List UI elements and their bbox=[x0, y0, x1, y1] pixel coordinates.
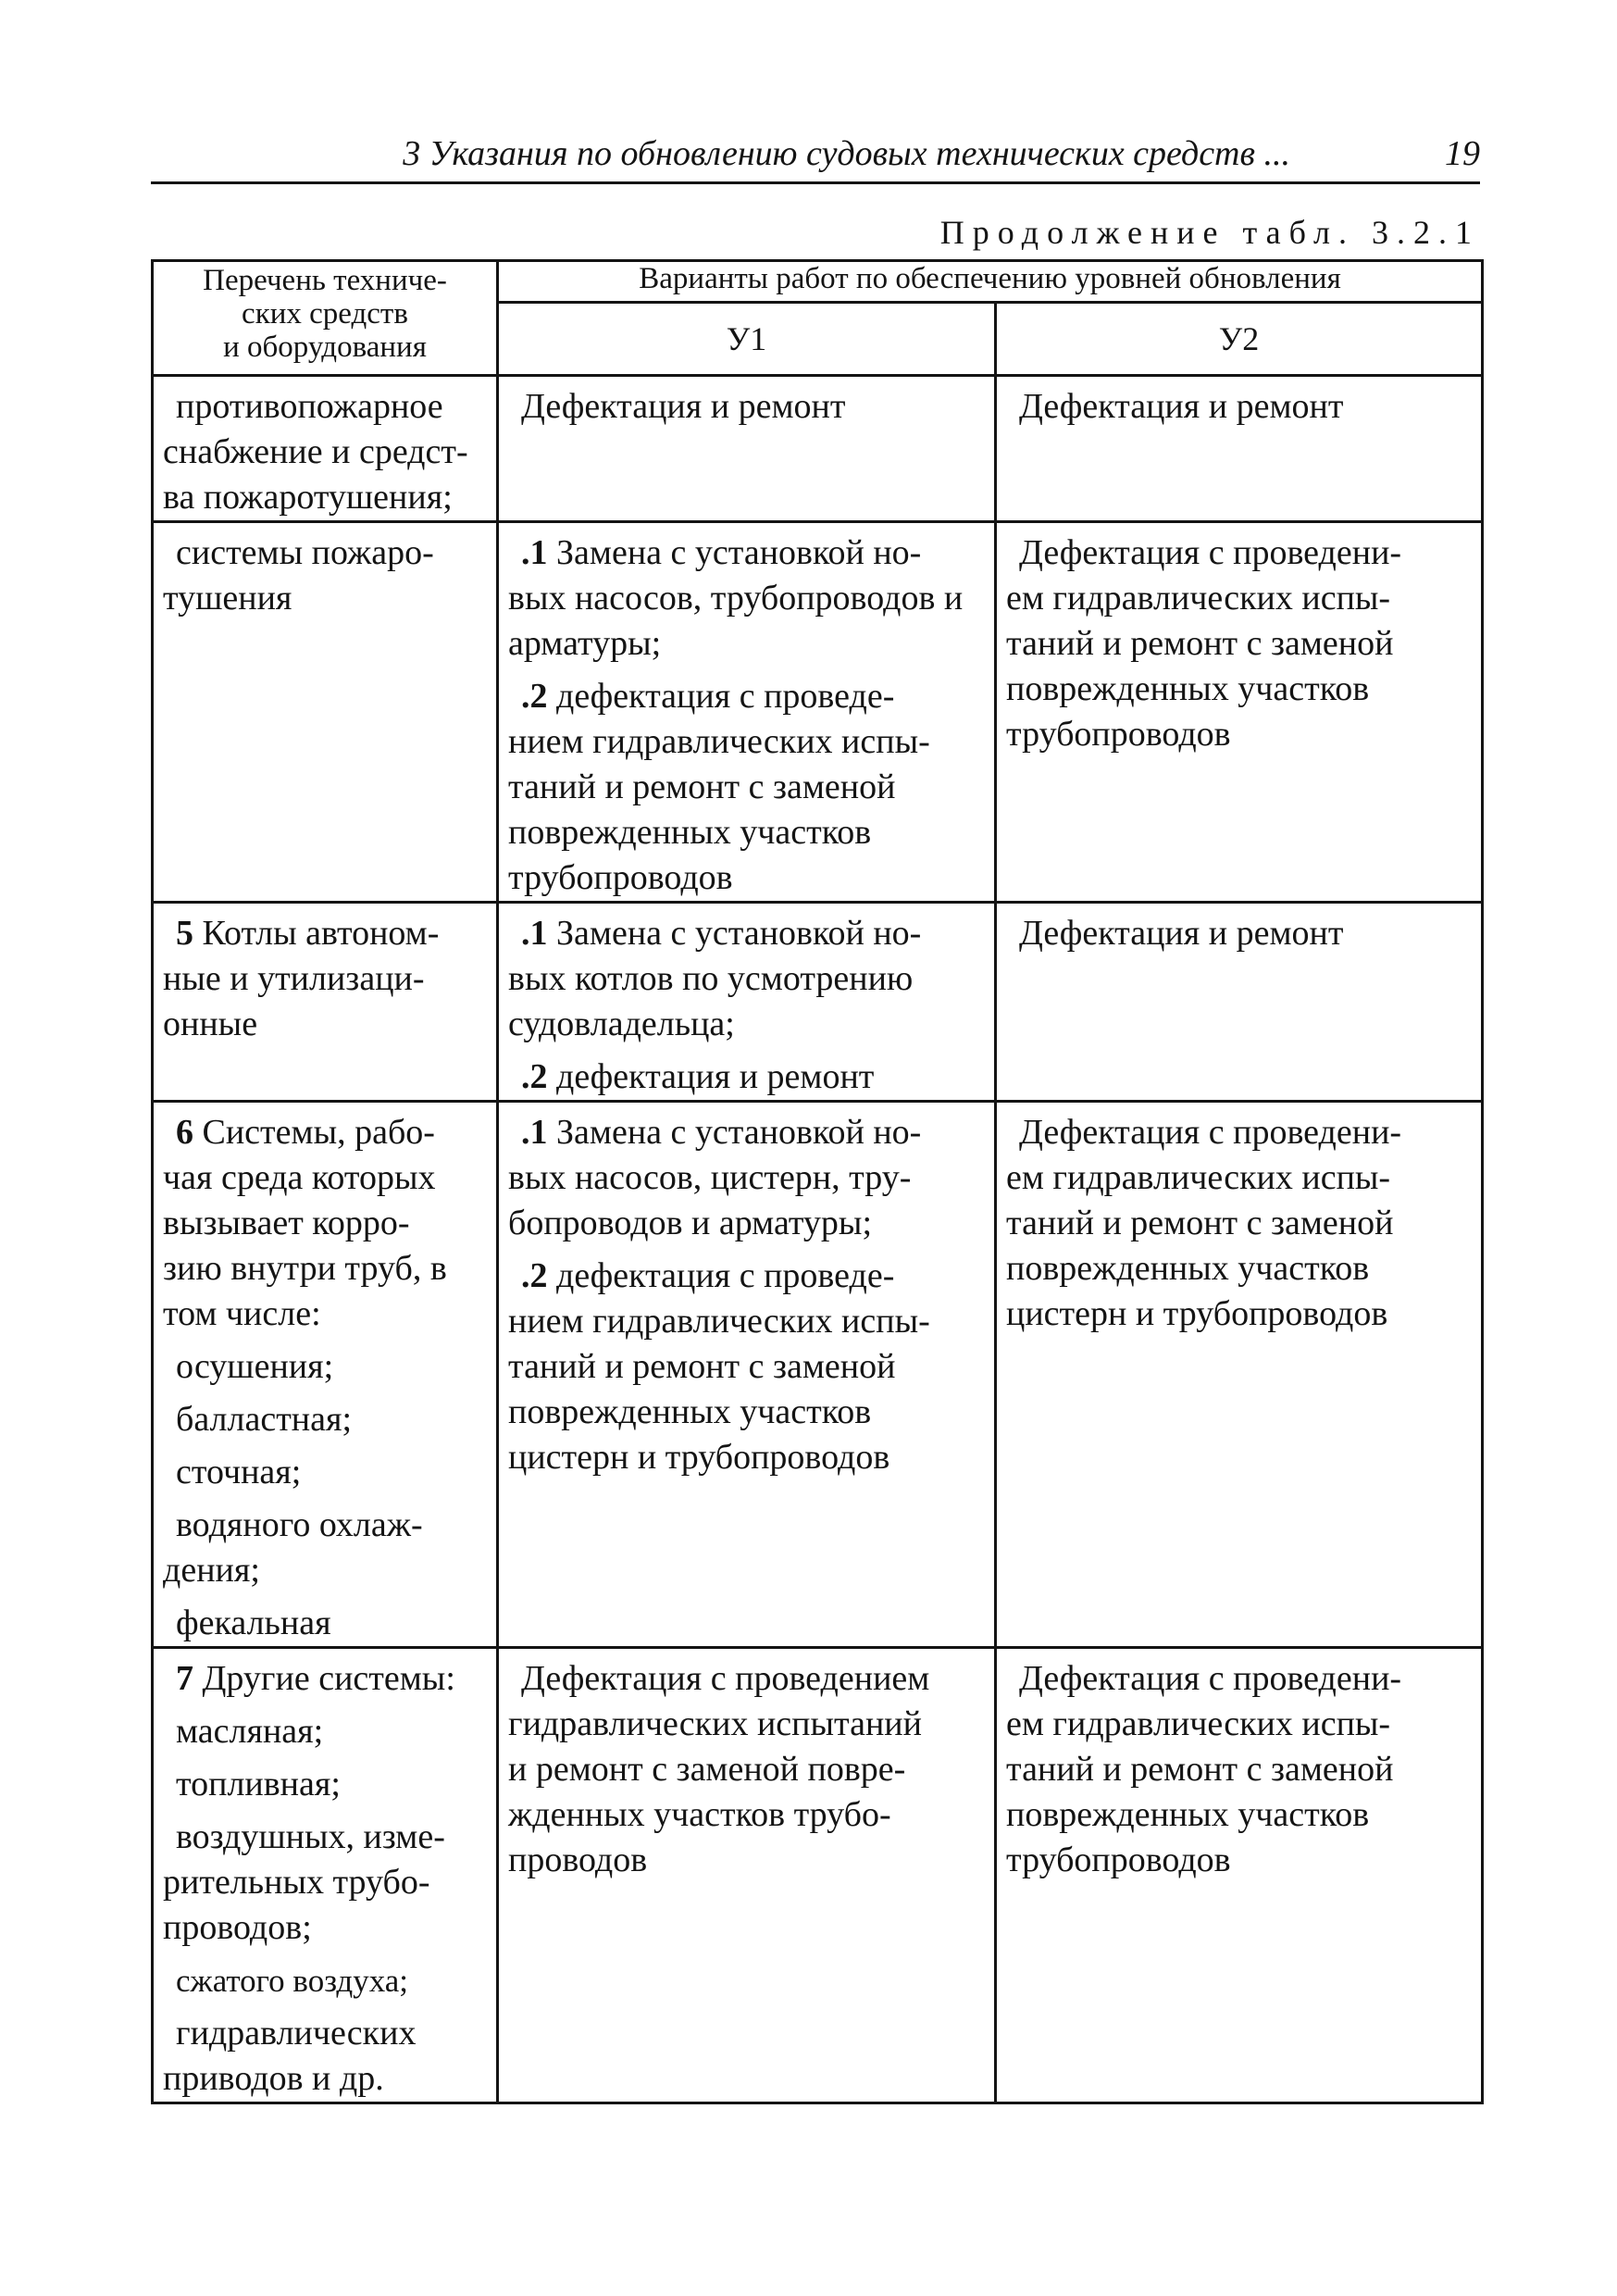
work-item bbox=[508, 530, 985, 667]
work-line: нием гидравлических испы- bbox=[508, 722, 930, 761]
equipment-paragraph bbox=[163, 1815, 487, 1951]
equipment-line: зию внутри труб, в bbox=[163, 1249, 447, 1288]
header-line: и оборудования bbox=[223, 331, 427, 364]
equipment-line: снабжение и средст- bbox=[163, 432, 468, 471]
work-text: дефектация с проведе- bbox=[547, 677, 895, 716]
work-item bbox=[508, 384, 985, 430]
work-line: вых котлов по усмотрению bbox=[508, 959, 914, 998]
work-line: таний и ремонт с заменой bbox=[1006, 1750, 1394, 1789]
table-body bbox=[153, 376, 1483, 2103]
equipment-line: том числе: bbox=[163, 1294, 321, 1333]
work-line: цистерн и трубопроводов bbox=[1006, 1294, 1388, 1333]
table-row bbox=[153, 522, 1483, 903]
equipment-line: дения; bbox=[163, 1551, 260, 1590]
work-line: нием гидравлических испы- bbox=[508, 1302, 930, 1341]
level-u1-cell bbox=[498, 903, 996, 1102]
equipment-paragraph bbox=[163, 1762, 487, 1807]
work-text: дефектация с проведе- bbox=[547, 1256, 895, 1295]
work-item bbox=[508, 911, 985, 1047]
work-line: вых насосов, трубопроводов и bbox=[508, 579, 964, 618]
renovation-table bbox=[151, 259, 1484, 2104]
work-line: поврежденных участков bbox=[508, 813, 872, 852]
table-row bbox=[153, 1102, 1483, 1648]
work-line: поврежденных участков bbox=[1006, 1249, 1370, 1288]
work-line bbox=[508, 1110, 985, 1155]
equipment-paragraph bbox=[163, 1656, 487, 1702]
equipment-line: осушения; bbox=[176, 1347, 334, 1386]
equipment-line: системы пожаро- bbox=[176, 533, 434, 572]
equipment-paragraph bbox=[163, 530, 487, 621]
table-header-row bbox=[153, 261, 1483, 303]
work-line: и ремонт с заменой повре- bbox=[508, 1750, 906, 1789]
work-text: Замена с установкой но- bbox=[547, 914, 922, 953]
work-line: трубопроводов bbox=[1006, 1841, 1231, 1879]
item-number: .2 bbox=[521, 677, 548, 716]
work-line: Дефектация и ремонт bbox=[1019, 914, 1344, 953]
work-line: поврежденных участков bbox=[1006, 1795, 1370, 1834]
header-line: ских средств bbox=[242, 297, 408, 331]
work-item bbox=[508, 1054, 985, 1100]
work-line: бопроводов и арматуры; bbox=[508, 1204, 873, 1242]
equipment-paragraph bbox=[163, 2011, 487, 2102]
work-line: вых насосов, цистерн, тру- bbox=[508, 1158, 912, 1197]
work-line bbox=[508, 674, 985, 719]
work-line: таний и ремонт с заменой bbox=[508, 1347, 896, 1386]
header-level-u2: У2 bbox=[996, 303, 1483, 376]
equipment-cell bbox=[153, 903, 498, 1102]
work-line: ем гидравлических испы- bbox=[1006, 1158, 1391, 1197]
equipment-line: гидравлических bbox=[176, 2014, 417, 2053]
equipment-text: Другие системы: bbox=[193, 1659, 455, 1698]
work-item bbox=[508, 1254, 985, 1480]
work-line bbox=[508, 1254, 985, 1299]
work-text: дефектация и ремонт bbox=[547, 1057, 875, 1096]
level-u2-cell bbox=[996, 522, 1483, 903]
page-number: 19 bbox=[1445, 134, 1480, 173]
work-item bbox=[508, 674, 985, 901]
work-line: Дефектация и ремонт bbox=[521, 387, 846, 426]
equipment-paragraph bbox=[163, 1450, 487, 1495]
work-line: трубопроводов bbox=[508, 858, 733, 897]
equipment-paragraph bbox=[163, 1601, 487, 1646]
equipment-line: чая среда которых bbox=[163, 1158, 436, 1197]
table-row bbox=[153, 1648, 1483, 2103]
work-line: таний и ремонт с заменой bbox=[508, 767, 896, 806]
equipment-paragraph bbox=[163, 384, 487, 520]
item-number: 5 bbox=[176, 914, 193, 953]
equipment-paragraph bbox=[163, 1709, 487, 1754]
equipment-cell bbox=[153, 1102, 498, 1648]
equipment-line bbox=[163, 911, 487, 956]
equipment-line: приводов и др. bbox=[163, 2059, 384, 2098]
equipment-cell bbox=[153, 376, 498, 522]
work-item bbox=[508, 1656, 985, 1883]
work-line: Дефектация с проведени- bbox=[1019, 1113, 1402, 1152]
item-number: .1 bbox=[521, 914, 548, 953]
header-line: Перечень техниче- bbox=[203, 264, 447, 297]
running-header bbox=[151, 130, 1480, 184]
equipment-line: масляная; bbox=[176, 1712, 324, 1751]
work-line bbox=[508, 911, 985, 956]
equipment-line: водяного охлаж- bbox=[176, 1505, 423, 1544]
work-line: Дефектация с проведением bbox=[521, 1659, 930, 1698]
work-line: арматуры; bbox=[508, 624, 662, 663]
equipment-line: рительных трубо- bbox=[163, 1863, 430, 1902]
level-u2-cell bbox=[996, 1102, 1483, 1648]
equipment-paragraph bbox=[163, 1397, 487, 1442]
work-line: трубопроводов bbox=[1006, 715, 1231, 754]
work-line: поврежденных участков bbox=[1006, 669, 1370, 708]
equipment-line: сточная; bbox=[176, 1453, 302, 1491]
work-line: цистерн и трубопроводов bbox=[508, 1438, 890, 1477]
equipment-line bbox=[163, 1110, 487, 1155]
header-variants: Варианты работ по обеспечению уровней обновления bbox=[498, 261, 1483, 303]
work-line: Дефектация и ремонт bbox=[1019, 387, 1344, 426]
equipment-text: Котлы автоном- bbox=[193, 914, 440, 953]
work-line: Дефектация с проведени- bbox=[1019, 1659, 1402, 1698]
equipment-line: ные и утилизаци- bbox=[163, 959, 425, 998]
equipment-paragraph bbox=[163, 1110, 487, 1337]
header-level-u1: У1 bbox=[498, 303, 996, 376]
work-line: проводов bbox=[508, 1841, 648, 1879]
equipment-paragraph bbox=[163, 1958, 487, 2003]
equipment-line bbox=[163, 1656, 487, 1702]
equipment-line: топливная; bbox=[176, 1765, 341, 1803]
running-title: 3 Указания по обновлению судовых технических средств ... bbox=[403, 134, 1290, 173]
item-number: 6 bbox=[176, 1113, 193, 1152]
work-line: таний и ремонт с заменой bbox=[1006, 624, 1394, 663]
item-number: .1 bbox=[521, 1113, 548, 1152]
level-u2-cell bbox=[996, 1648, 1483, 2103]
table-caption: Продолжение табл. 3.2.1 bbox=[939, 214, 1480, 251]
work-line bbox=[508, 1054, 985, 1100]
work-text: Замена с установкой но- bbox=[547, 1113, 922, 1152]
equipment-cell bbox=[153, 1648, 498, 2103]
work-line: гидравлических испытаний bbox=[508, 1704, 922, 1743]
work-line: ем гидравлических испы- bbox=[1006, 579, 1391, 618]
equipment-line: воздушных, изме- bbox=[176, 1817, 445, 1856]
equipment-line: тушения bbox=[163, 579, 292, 618]
level-u1-cell bbox=[498, 522, 996, 903]
equipment-line: балластная; bbox=[176, 1400, 353, 1439]
work-line: таний и ремонт с заменой bbox=[1006, 1204, 1394, 1242]
equipment-line: противопожарное bbox=[176, 387, 443, 426]
equipment-line: сжатого воздуха; bbox=[176, 1963, 408, 1999]
table-row bbox=[153, 376, 1483, 522]
equipment-line: вызывает корро- bbox=[163, 1204, 410, 1242]
work-item bbox=[508, 1110, 985, 1246]
table-row bbox=[153, 903, 1483, 1102]
work-line bbox=[508, 530, 985, 576]
work-line: судовладельца; bbox=[508, 1004, 735, 1043]
equipment-cell bbox=[153, 522, 498, 903]
work-line: жденных участков трубо- bbox=[508, 1795, 891, 1834]
item-number: .2 bbox=[521, 1256, 548, 1295]
work-line: Дефектация с проведени- bbox=[1019, 533, 1402, 572]
work-line: поврежденных участков bbox=[508, 1392, 872, 1431]
item-number: .2 bbox=[521, 1057, 548, 1096]
item-number: .1 bbox=[521, 533, 548, 572]
equipment-line: ва пожаротушения; bbox=[163, 478, 453, 517]
equipment-line: онные bbox=[163, 1004, 258, 1043]
equipment-text: Системы, рабо- bbox=[193, 1113, 435, 1152]
work-text: Замена с установкой но- bbox=[547, 533, 922, 572]
level-u1-cell bbox=[498, 376, 996, 522]
equipment-paragraph bbox=[163, 1344, 487, 1390]
equipment-line: проводов; bbox=[163, 1908, 312, 1947]
level-u2-cell bbox=[996, 376, 1483, 522]
equipment-paragraph bbox=[163, 1503, 487, 1593]
level-u1-cell bbox=[498, 1102, 996, 1648]
item-number: 7 bbox=[176, 1659, 193, 1698]
equipment-line: фекальная bbox=[176, 1603, 331, 1642]
level-u1-cell bbox=[498, 1648, 996, 2103]
level-u2-cell bbox=[996, 903, 1483, 1102]
equipment-paragraph bbox=[163, 911, 487, 1047]
work-line: ем гидравлических испы- bbox=[1006, 1704, 1391, 1743]
header-equipment-list bbox=[153, 261, 498, 376]
